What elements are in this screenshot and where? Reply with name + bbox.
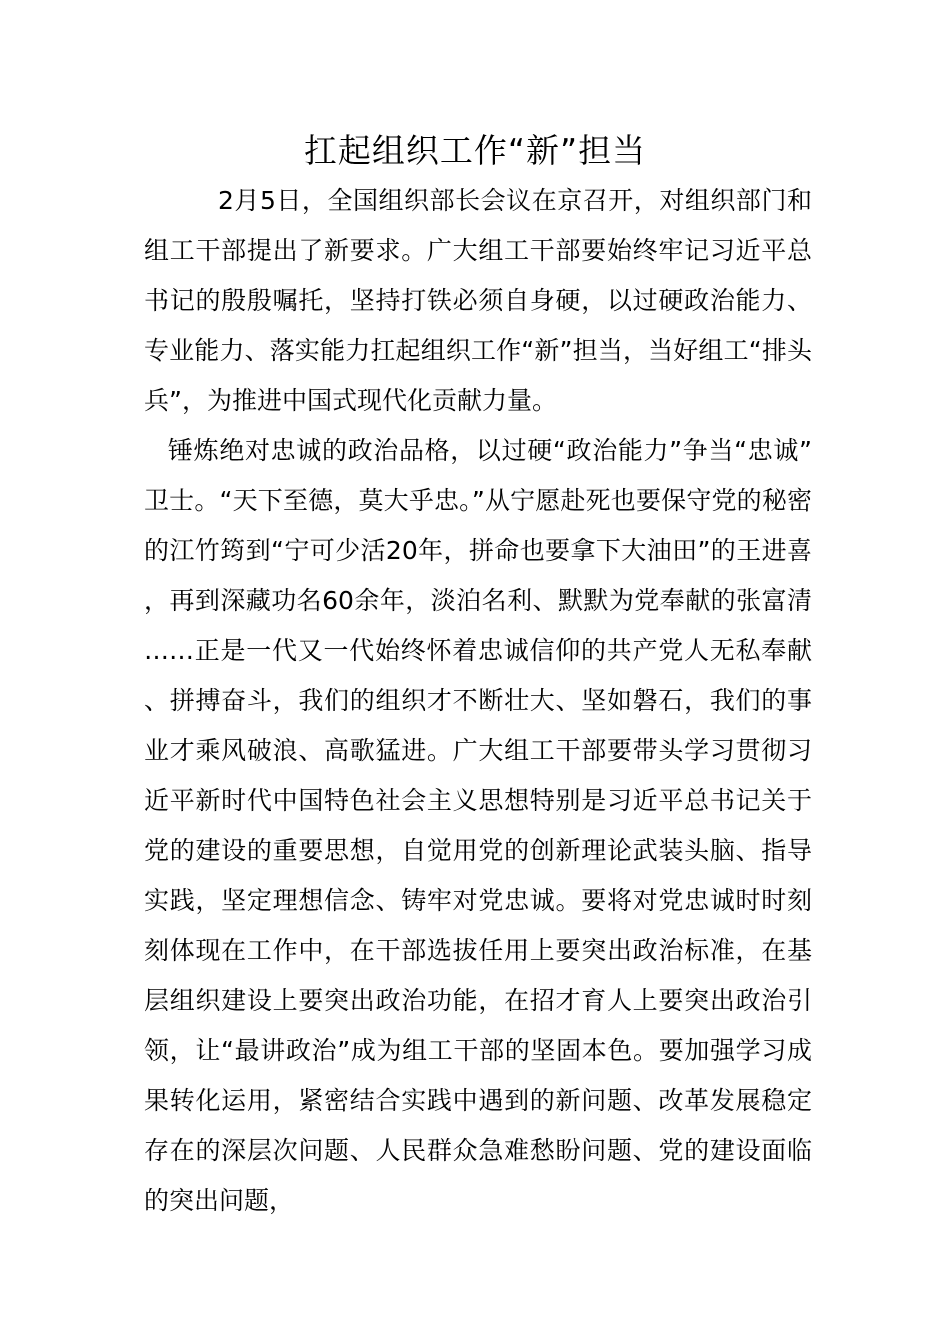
paragraph-loyalty: 锤炼绝对忠诚的政治品格，以过硬“政治能力”争当“忠诚”卫士。“天下至德，莫大乎忠。”从宁愿赴死也要保守党的秘密的江竹筠到“宁可少活20年，拼命也要拿下大油田”的王进喜，再到深藏功名60余年，淡泊名利、默默为党奉献的张富清……正是一代又一代始终怀着忠诚信仰的共产党人无私奉献、拼搏奋斗，我们的组织才不断壮大、坚如磐石，我们的事业才乘风破浪、高歌猛进。广大组工干部要带头学习贯彻习近平新时代中国特色社会主义思想特别是习近平总书记关于党的建设的重要思想，自觉用党的创新理论武装头脑、指导实践，坚定理想信念、铸牢对党忠诚。要将对党忠诚时时刻刻体现在工作中，在干部选拔任用上要突出政治标准，在基层组织建设上要突出政治功能，在招才育人上要突出政治引领，让“最讲政治”成为组工干部的坚固本色。要加强学习成果转化运用，紧密结合实践中遇到的新问题、改革发展稳定存在的深层次问题、人民群众急难愁盼问题、党的建设面临的突出问题， — [144, 436, 812, 1215]
document-body — [144, 176, 812, 1226]
paragraph-intro: 2月5日，全国组织部长会议在京召开，对组织部门和组工干部提出了新要求。广大组工干部要始终牢记习近平总书记的殷殷嘱托，坚持打铁必须自身硬，以过硬政治能力、专业能力、落实能力扛起组织工作“新”担当，当好组工“排头兵”，为推进中国式现代化贡献力量。 — [144, 186, 812, 415]
document-title: 扛起组织工作“新”担当 — [303, 131, 647, 170]
